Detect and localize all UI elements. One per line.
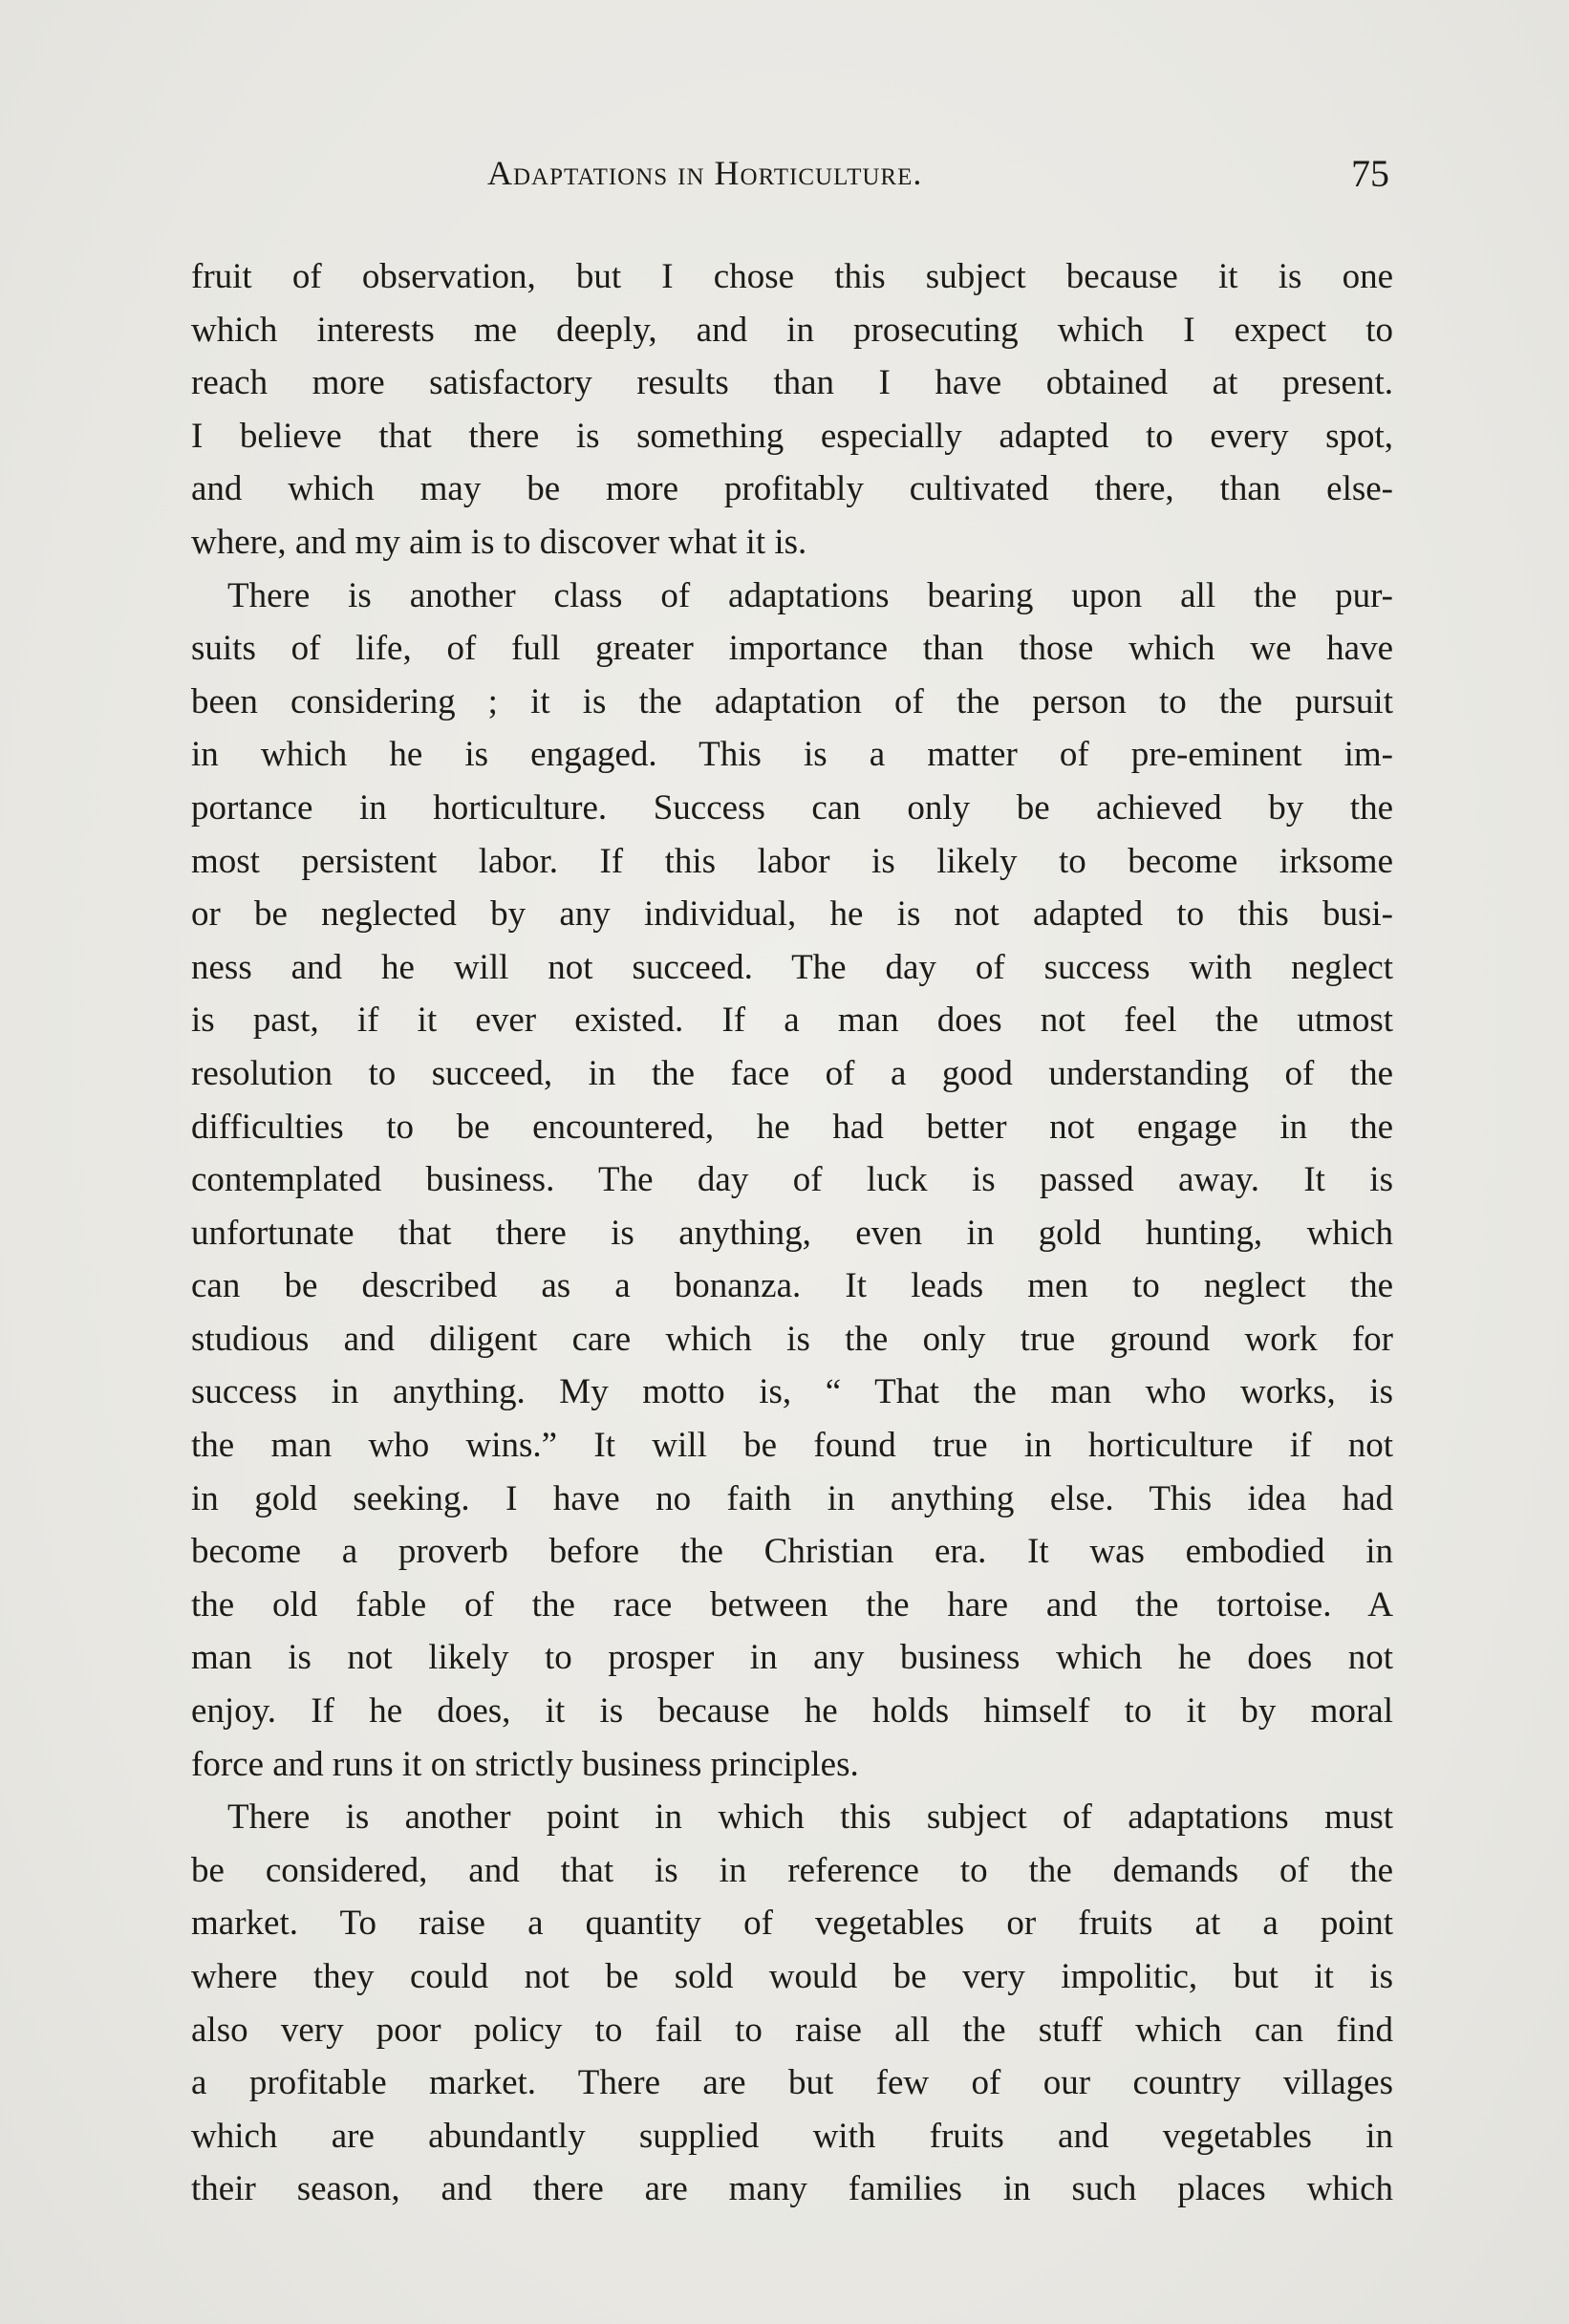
text-line: their season, and there are many families in such places which [191, 2169, 1393, 2209]
text-line: which interests me deeply, and in prosecuting which I expect to [191, 310, 1393, 350]
text-line: in which he is engaged. This is a matter of pre-eminent im- [191, 735, 1393, 775]
text-line: which are abundantly supplied with fruits and vegetables in [191, 2116, 1393, 2156]
body-text [191, 250, 1393, 2216]
text-line: success in anything. My motto is, “ That the man who works, is [191, 1372, 1393, 1412]
running-head-title: Adaptations in Horticulture. [487, 154, 923, 192]
text-line: resolution to succeed, in the face of a good understanding of the [191, 1053, 1393, 1093]
text-line: and which may be more profitably cultivated there, than else- [191, 469, 1393, 509]
text-line: suits of life, of full greater importance than those which we have [191, 629, 1393, 669]
text-line: the man who wins.” It will be found true in horticulture if not [191, 1426, 1393, 1466]
text-line: studious and diligent care which is the only true ground work for [191, 1319, 1393, 1359]
text-line: I believe that there is something especially adapted to every spot, [191, 416, 1393, 456]
text-line: most persistent labor. If this labor is likely to become irksome [191, 841, 1393, 881]
text-line: enjoy. If he does, it is because he holds himself to it by moral [191, 1691, 1393, 1732]
text-line: is past, if it ever existed. If a man does not feel the utmost [191, 1001, 1393, 1041]
text-line: difficulties to be encountered, he had better not engage in the [191, 1107, 1393, 1147]
text-line: man is not likely to prosper in any business which he does not [191, 1638, 1393, 1678]
text-line: where, and my aim is to discover what it is. [191, 522, 807, 562]
text-line: where they could not be sold would be very impolitic, but it is [191, 1957, 1393, 1996]
text-line: market. To raise a quantity of vegetables or fruits at a point [191, 1904, 1393, 1944]
text-line: force and runs it on strictly business principles. [191, 1744, 859, 1784]
text-line: be considered, and that is in reference to the demands of the [191, 1850, 1393, 1890]
text-line: There is another class of adaptations bearing upon all the pur- [227, 575, 1393, 615]
text-line: reach more satisfactory results than I have obtained at present. [191, 363, 1393, 403]
text-line: a profitable market. There are but few of our country villages [191, 2063, 1393, 2103]
text-line: ness and he will not succeed. The day of success with neglect [191, 947, 1393, 987]
text-line: become a proverb before the Christian era. It was embodied in [191, 1532, 1393, 1572]
text-line: can be described as a bonanza. It leads men to neglect the [191, 1266, 1393, 1306]
text-line: contemplated business. The day of luck is passed away. It is [191, 1160, 1393, 1200]
text-line: There is another point in which this subject of adaptations must [227, 1797, 1393, 1838]
text-line: been considering ; it is the adaptation of the person to the pursuit [191, 681, 1393, 721]
text-line: fruit of observation, but I chose this subject because it is one [191, 257, 1393, 296]
text-line: the old fable of the race between the hare and the tortoise. A [191, 1584, 1393, 1625]
text-line: or be neglected by any individual, he is not adapted to this busi- [191, 894, 1393, 935]
text-line: in gold seeking. I have no faith in anything else. This idea had [191, 1478, 1393, 1518]
text-line: also very poor policy to fail to raise all the stuff which can find [191, 2010, 1393, 2050]
text-line: portance in horticulture. Success can only be achieved by the [191, 787, 1393, 828]
text-line: unfortunate that there is anything, even in gold hunting, which [191, 1213, 1393, 1253]
page-number: 75 [1351, 152, 1389, 195]
running-head [191, 153, 1393, 201]
